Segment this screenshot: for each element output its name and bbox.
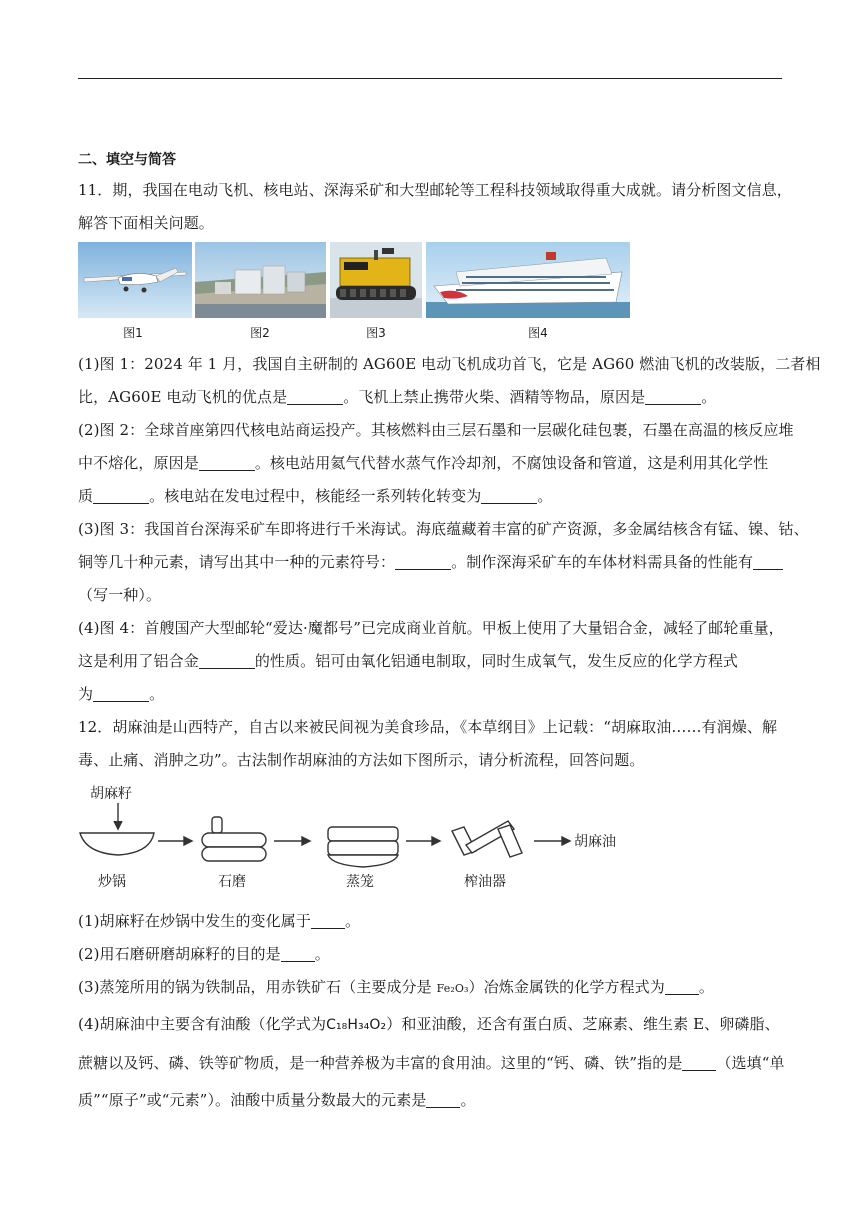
- q11-part2-line1: (2)图 2：全球首座第四代核电站商运投产。其核燃料由三层石墨和一层碳化硅包裹，石墨在高温的核反应堆: [78, 421, 794, 439]
- q11-part2-line3: 质 。核电站在发电过程中，核能经一系列转化转变为 。: [78, 487, 553, 505]
- q11-stem-line2: 解答下面相关问题。: [78, 214, 214, 232]
- q11-part3-line1: (3)图 3：我国首台深海采矿车即将进行千米海试。海底蕴藏着丰富的矿产资源，多金属结核含有锰、镍、钴、: [78, 520, 809, 538]
- formula-oleic-acid: C₁₈H₃₄O₂: [326, 1017, 387, 1033]
- q11-part4-line1: (4)图 4：首艘国产大型邮轮“爱达·魔都号”已完成商业首航。甲板上使用了大量铝合金，减轻了邮轮重量，: [78, 619, 784, 637]
- answer-blank[interactable]: [199, 652, 255, 669]
- flow-step-steamer-label: 蒸笼: [346, 874, 374, 890]
- answer-blank[interactable]: [665, 978, 699, 995]
- figure-3-mining-vehicle-photo: [330, 242, 422, 318]
- flow-step-stone-mill-label: 石磨: [218, 874, 246, 890]
- section-title: 二、填空与简答: [78, 152, 176, 168]
- figure-1-electric-plane-photo: [78, 242, 192, 318]
- q11-part2-line2: 中不熔化，原因是 。核电站用氦气代替水蒸气作冷却剂，不腐蚀设备和管道，这是利用其化学性: [78, 454, 769, 472]
- flow-input-label: 胡麻籽: [90, 786, 132, 802]
- q11-part3-line2: 铜等几十种元素，请写出其中一种的元素符号： 。制作深海采矿车的车体材料需具备的性能有: [78, 546, 782, 579]
- q12-part4-line3: 质”“原子”或“元素”）。油酸中质量分数最大的元素是 。: [78, 1091, 476, 1109]
- figure-2-caption: 图2: [250, 326, 270, 340]
- q12-part1: (1)胡麻籽在炒锅中发生的变化属于 。: [78, 912, 361, 930]
- q11-part3-line3: （写一种）。: [78, 586, 162, 604]
- q11-stem-line1: 11．期，我国在电动飞机、核电站、深海采矿和大型邮轮等工程科技领域取得重大成就。请分析图文信息，: [78, 181, 792, 199]
- q12-part4-line2: 蔗糖以及钙、磷、铁等矿物质，是一种营养极为丰富的食用油。这里的“钙、磷、铁”指的是 （选填“单: [78, 1054, 785, 1072]
- header-rule: [78, 78, 782, 79]
- question-content: [78, 148, 821, 1118]
- answer-blank[interactable]: [682, 1054, 716, 1071]
- answer-blank[interactable]: [287, 388, 343, 405]
- answer-blank[interactable]: [93, 685, 149, 702]
- flow-output-label: 胡麻油: [574, 834, 616, 850]
- figure-3-caption: 图3: [366, 326, 386, 340]
- flow-step-oil-press-label: 榨油器: [464, 874, 506, 890]
- answer-blank[interactable]: [311, 912, 345, 929]
- figure-4-caption: 图4: [528, 326, 548, 340]
- q11-figure-row: [78, 242, 782, 342]
- answer-blank[interactable]: [426, 1091, 460, 1108]
- q11-part4-line2: 这是利用了铝合金 的性质。铝可由氧化铝通电制取，同时生成氧气，发生反应的化学方程式: [78, 652, 739, 670]
- answer-blank[interactable]: [645, 388, 701, 405]
- answer-blank[interactable]: [753, 553, 783, 570]
- answer-blank[interactable]: [395, 553, 451, 570]
- q12-stem-line2: 毒、止痛、消肿之功”。古法制作胡麻油的方法如下图所示，请分析流程，回答问题。: [78, 751, 645, 769]
- q12-process-diagram: [78, 781, 782, 899]
- formula-fe2o3: Fe₂O₃: [436, 982, 469, 995]
- q12-part4-line1: (4)胡麻油中主要含有油酸（化学式为C₁₈H₃₄O₂）和亚油酸，还含有蛋白质、芝麻素、维生素 E、卵磷脂、: [78, 1015, 780, 1033]
- figure-2-nuclear-plant-photo: [195, 242, 326, 318]
- answer-blank[interactable]: [281, 945, 315, 962]
- answer-blank[interactable]: [199, 454, 255, 471]
- q11-part1-line1: (1)图 1：2024 年 1 月，我国自主研制的 AG60E 电动飞机成功首飞，它是 AG60 燃油飞机的改装版，二者相: [78, 355, 821, 373]
- figure-4-cruise-ship-photo: [426, 242, 630, 318]
- q11-part1-line2: 比，AG60E 电动飞机的优点是 。飞机上禁止携带火柴、酒精等物品，原因是 。: [78, 388, 717, 406]
- figure-1-caption: 图1: [123, 326, 143, 340]
- q12-part3: (3)蒸笼所用的锅为铁制品，用赤铁矿石（主要成分是 Fe₂O₃）冶炼金属铁的化学方程式为 。: [78, 978, 714, 996]
- flow-step-wok-label: 炒锅: [98, 874, 126, 890]
- answer-blank[interactable]: [93, 487, 149, 504]
- q11-part4-line3: 为 。: [78, 685, 165, 703]
- answer-blank[interactable]: [481, 487, 537, 504]
- q12-part2: (2)用石磨研磨胡麻籽的目的是 。: [78, 945, 330, 963]
- q12-stem-line1: 12．胡麻油是山西特产，自古以来被民间视为美食珍品，《本草纲目》上记载：“胡麻取油……有润燥、解: [78, 718, 778, 736]
